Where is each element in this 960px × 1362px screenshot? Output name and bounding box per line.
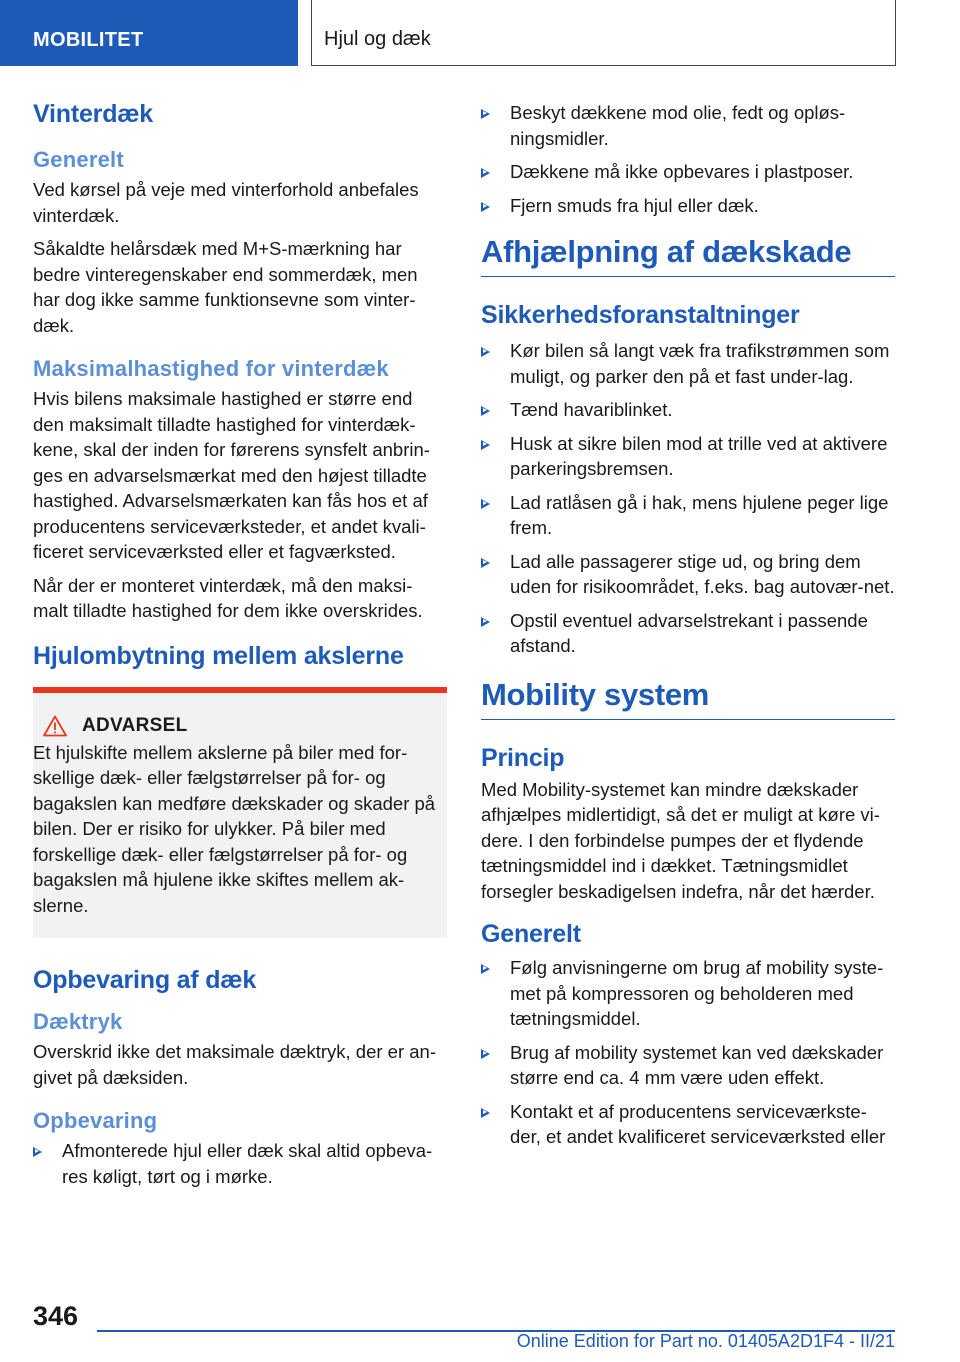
list-item: [33, 1138, 447, 1189]
page-header: [0, 0, 960, 66]
list-item-text: Lad ratlåsen gå i hak, mens hjulene peger lige frem.: [510, 491, 889, 538]
list-item-text: Følg anvisningerne om brug af mobility syste-met på kompressoren og beholderen med tætningsmiddel.: [510, 957, 884, 1029]
list-item-text: Afmonterede hjul eller dæk skal altid opbeva-res køligt, tørt og i mørke.: [62, 1140, 433, 1187]
list-item: [481, 490, 895, 541]
triangle-bullet-icon: [481, 499, 490, 509]
warning-header: [33, 715, 447, 737]
list-item: [481, 397, 895, 423]
list-item: [481, 100, 895, 151]
left-column: [33, 100, 447, 1197]
heading-afhjaelpning: Afhjælpning af dækskade: [481, 234, 895, 277]
list-item: [481, 1099, 895, 1150]
list-item-text: Fjern smuds fra hjul eller dæk.: [510, 194, 759, 216]
triangle-bullet-icon: [481, 964, 490, 974]
list-item-text: Beskyt dækkene mod olie, fedt og opløs-ningsmidler.: [510, 102, 846, 149]
heading-daektryk: Dæktryk: [33, 1009, 123, 1034]
paragraph: Med Mobility-systemet kan mindre dækskader afhjælpes midlertidigt, så det er muligt at køre vi-dere. I den forbindelse pumpes der et flydende tætningsmiddel ind i dækket. Tætningsmidlet forsegler beskadigelsen indefra, når det hærder.: [481, 778, 880, 902]
triangle-bullet-icon: [33, 1147, 42, 1157]
heading-generelt: Generelt: [481, 920, 581, 948]
heading-princip: Princip: [481, 743, 565, 772]
heading-maksimalhastighed: Maksimalhastighed for vinterdæk: [33, 356, 389, 381]
paragraph: Såkaldte helårsdæk med M+S-mærkning har bedre vinteregenskaber end sommerdæk, men har dog ikke samme funktionsevne som vinter-dæk.: [33, 238, 418, 336]
list-item: [481, 193, 895, 219]
triangle-bullet-icon: [481, 617, 490, 627]
warning-box: [33, 687, 447, 939]
triangle-bullet-icon: [481, 347, 490, 357]
bullet-list-sikkerhed: [481, 338, 895, 659]
heading-opbevaring: Opbevaring: [33, 1108, 158, 1133]
paragraph: Overskrid ikke det maksimale dæktryk, der er an-givet på dæksiden.: [33, 1041, 437, 1088]
heading-generelt: Generelt: [33, 147, 124, 172]
heading-mobility-system: Mobility system: [481, 677, 895, 720]
triangle-bullet-icon: [481, 1049, 490, 1059]
triangle-bullet-icon: [481, 109, 490, 119]
list-item-text: Kontakt et af producentens serviceværkste-der, et andet kvalificeret serviceværksted eller: [510, 1100, 886, 1147]
footer-edition: Online Edition for Part no. 01405A2D1F4 - II/21: [516, 1331, 895, 1351]
paragraph: Når der er monteret vinterdæk, må den maksi-malt tilladte hastighed for dem ikke overskrides.: [33, 574, 423, 621]
list-item-text: Husk at sikre bilen mod at trille ved at aktivere parkeringsbremsen.: [510, 432, 888, 479]
triangle-bullet-icon: [481, 202, 490, 212]
list-item-text: Tænd havariblinket.: [510, 399, 673, 420]
bullet-list-top: [481, 100, 895, 218]
header-title-box: [311, 0, 896, 66]
list-item-text: Brug af mobility systemet kan ved dækskader større end ca. 4 mm være uden effekt.: [510, 1041, 884, 1088]
triangle-bullet-icon: [481, 440, 490, 450]
list-item: [481, 608, 895, 659]
paragraph: Ved kørsel på veje med vinterforhold anbefales vinterdæk.: [33, 179, 419, 226]
paragraph: Hvis bilens maksimale hastighed er større end den maksimalt tilladte hastighed for vinterdæk-kene, skal der inden for førerens synsfelt anbrin-ges en advarselsmærkat med den højest tilladte hastighed. Advarselsmærkaten kan fås hos et af producentens serviceværksteder, et andet kvali-ficeret serviceværksted eller et fagværksted.: [33, 388, 430, 562]
triangle-bullet-icon: [481, 558, 490, 568]
warning-triangle-icon: [43, 715, 67, 737]
bullet-list-opbevaring: [33, 1138, 447, 1189]
list-item-text: Opstil eventuel advarselstrekant i passende afstand.: [510, 609, 868, 656]
heading-vinterdaek: Vinterdæk: [33, 100, 154, 128]
page-title: Hjul og dæk: [324, 28, 431, 50]
list-item-text: Lad alle passagerer stige ud, og bring dem uden for risikoområdet, f.eks. bag autovær-net.: [510, 550, 895, 597]
list-item: [481, 1040, 895, 1091]
list-item-text: Kør bilen så langt væk fra trafikstrømmen som muligt, og parker den på et fast under-lag.: [510, 340, 890, 387]
page-number: 346: [33, 1301, 79, 1331]
triangle-bullet-icon: [481, 168, 490, 178]
list-item: [481, 338, 895, 389]
section-label: MOBILITET: [0, 0, 298, 66]
right-column: [481, 100, 895, 1158]
bullet-list-generelt: [481, 955, 895, 1150]
list-item: [481, 431, 895, 482]
heading-sikkerhed: Sikkerhedsforanstaltninger: [481, 301, 800, 329]
warning-label: ADVARSEL: [82, 714, 188, 736]
list-item: [481, 549, 895, 600]
warning-text: Et hjulskifte mellem akslerne på biler med for-skellige dæk- eller fælgstørrelser på for- og bagakslen kan medføre dækskader og skader på bilen. Der er risiko for ulykker. På biler med forskellige dæk- eller fælgstørrelser på for- og bagakslen må hjulene ikke skiftes mellem ak-slerne.: [33, 741, 436, 916]
triangle-bullet-icon: [481, 1108, 490, 1118]
list-item: [481, 159, 895, 185]
list-item: [481, 955, 895, 1032]
triangle-bullet-icon: [481, 406, 490, 416]
heading-hjulombytning: Hjulombytning mellem akslerne: [33, 641, 404, 670]
list-item-text: Dækkene må ikke opbevares i plastposer.: [510, 161, 854, 182]
heading-opbevaring-af-daek: Opbevaring af dæk: [33, 966, 257, 994]
